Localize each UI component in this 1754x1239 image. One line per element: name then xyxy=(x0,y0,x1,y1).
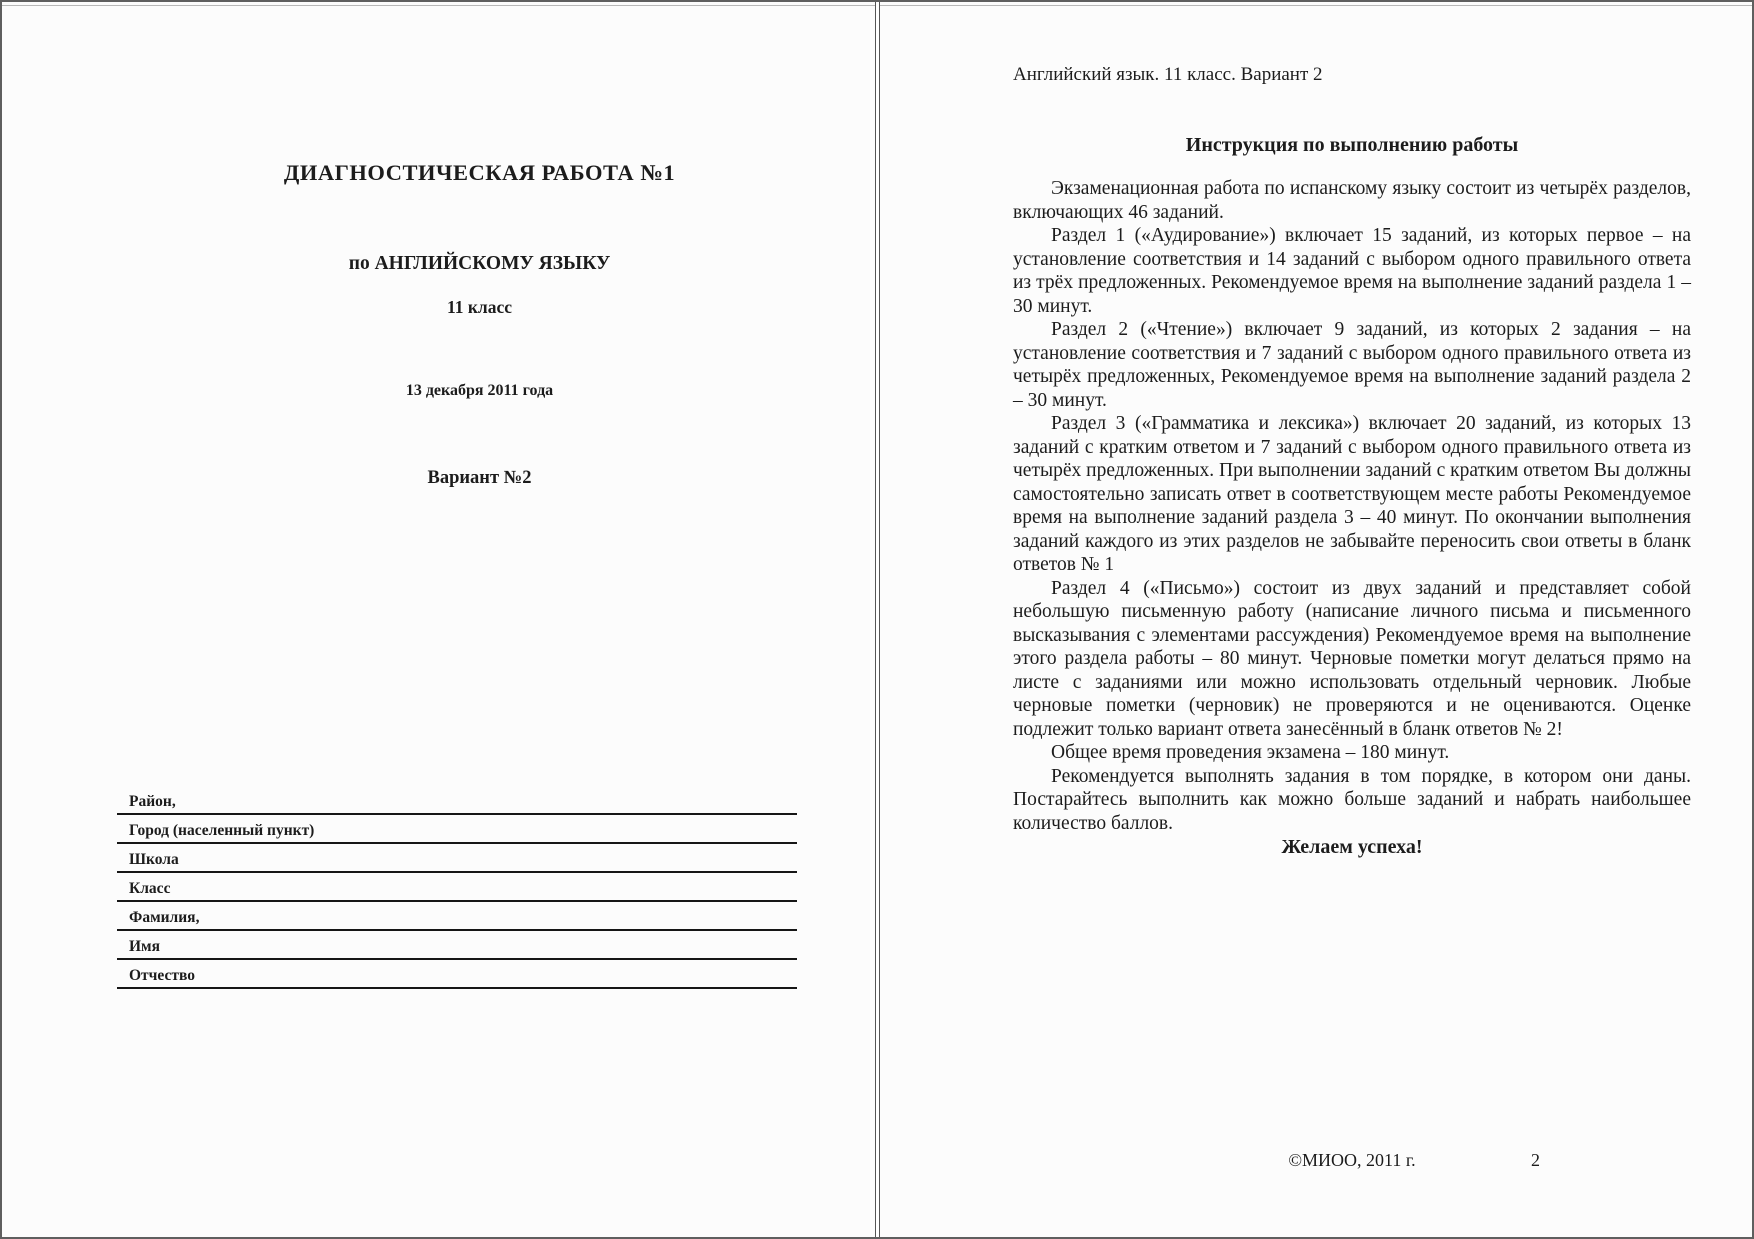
page-number: 2 xyxy=(1531,1150,1540,1170)
instructions-title: Инструкция по выполнению работы xyxy=(1185,134,1519,156)
paragraph-recommendation: Рекомендуется выполнять задания в том порядке, в котором они даны. Постарайтесь выполнить как можно больше заданий и набрать наибольшее количество баллов. xyxy=(1013,765,1691,834)
form-field-label: Отчество xyxy=(129,967,195,984)
page-divider xyxy=(875,2,880,1237)
subject-line: по АНГЛИЙСКОМУ ЯЗЫКУ xyxy=(348,253,611,274)
form-field-class xyxy=(117,872,797,902)
form-field-patronymic xyxy=(117,959,797,989)
form-field-label: Район, xyxy=(129,793,176,810)
copyright-notice: ©МИОО, 2011 г. xyxy=(1288,1150,1416,1170)
paragraph-section-4: Раздел 4 («Письмо») состоит из двух заданий и представляет собой небольшую письменную работу (написание личного письма и письменного высказывания с элементами рассуждения) Рекомендуемое время на выполнение этого раздела работы – 80 минут. Черновые пометки могут делаться прямо на листе с заданиями или можно использовать отдельный черновик. Любые черновые пометки (черновик) не проверяются и не оцениваются. Оценке подлежит только вариант ответа занесённый в бланк ответов № 2! xyxy=(1013,577,1691,740)
form-field-firstname xyxy=(117,930,797,960)
form-field-surname xyxy=(117,901,797,931)
grade-line: 11 класс xyxy=(446,297,513,317)
form-field-label: Город (населенный пункт) xyxy=(129,822,315,839)
form-field-label: Школа xyxy=(129,851,179,868)
form-field-label: Класс xyxy=(129,880,171,897)
title-page xyxy=(2,2,877,1237)
paragraph-section-1: Раздел 1 («Аудирование») включает 15 заданий, из которых первое – на установление соответствия и 14 заданий с выбором одного правильного ответа из трёх предложенных. Рекомендуемое время на выполнение заданий раздела 1 – 30 минут. xyxy=(1013,225,1691,317)
form-field-city xyxy=(117,814,797,844)
student-info-form xyxy=(117,2,797,1237)
paragraph-section-2: Раздел 2 («Чтение») включает 9 заданий, из которых 2 задания – на установление соответствия и 7 заданий с выбором одного правильного ответа из четырёх предложенных, Рекомендуемое время на выполнение заданий раздела 2 – 30 минут. xyxy=(1013,319,1691,411)
instructions-page xyxy=(881,2,1754,1237)
running-header: Английский язык. 11 класс. Вариант 2 xyxy=(1013,64,1323,85)
paragraph-section-3: Раздел 3 («Грамматика и лексика») включает 20 заданий, из которых 13 заданий с кратким ответом и 7 заданий с выбором одного правильного ответа из четырёх предложенных. При выполнении заданий с кратким ответом Вы должны самостоятельно записать ответ в соответствующем месте работы Рекомендуемое время на выполнение заданий раздела 3 – 40 минут. По окончании выполнения заданий каждого из этих разделов не забывайте переносить свои ответы в бланк ответов № 1 xyxy=(1013,413,1691,575)
variant-line: Вариант №2 xyxy=(427,468,532,488)
form-field-district xyxy=(117,785,797,815)
paragraph-exam-overview: Экзаменационная работа по испанскому языку состоит из четырёх разделов, включающих 46 заданий. xyxy=(1013,178,1691,223)
instructions-body xyxy=(1013,177,1691,860)
form-field-school xyxy=(117,843,797,873)
closing-wish: Желаем успеха! xyxy=(1281,836,1423,858)
page-title: ДИАГНОСТИЧЕСКАЯ РАБОТА №1 xyxy=(283,160,676,185)
paragraph-total-time: Общее время проведения экзамена – 180 минут. xyxy=(1051,742,1450,763)
form-field-label: Имя xyxy=(129,938,160,955)
page-footer xyxy=(1013,1150,1691,1171)
form-field-label: Фамилия, xyxy=(129,909,200,926)
date-line: 13 декабря 2011 года xyxy=(405,382,554,399)
